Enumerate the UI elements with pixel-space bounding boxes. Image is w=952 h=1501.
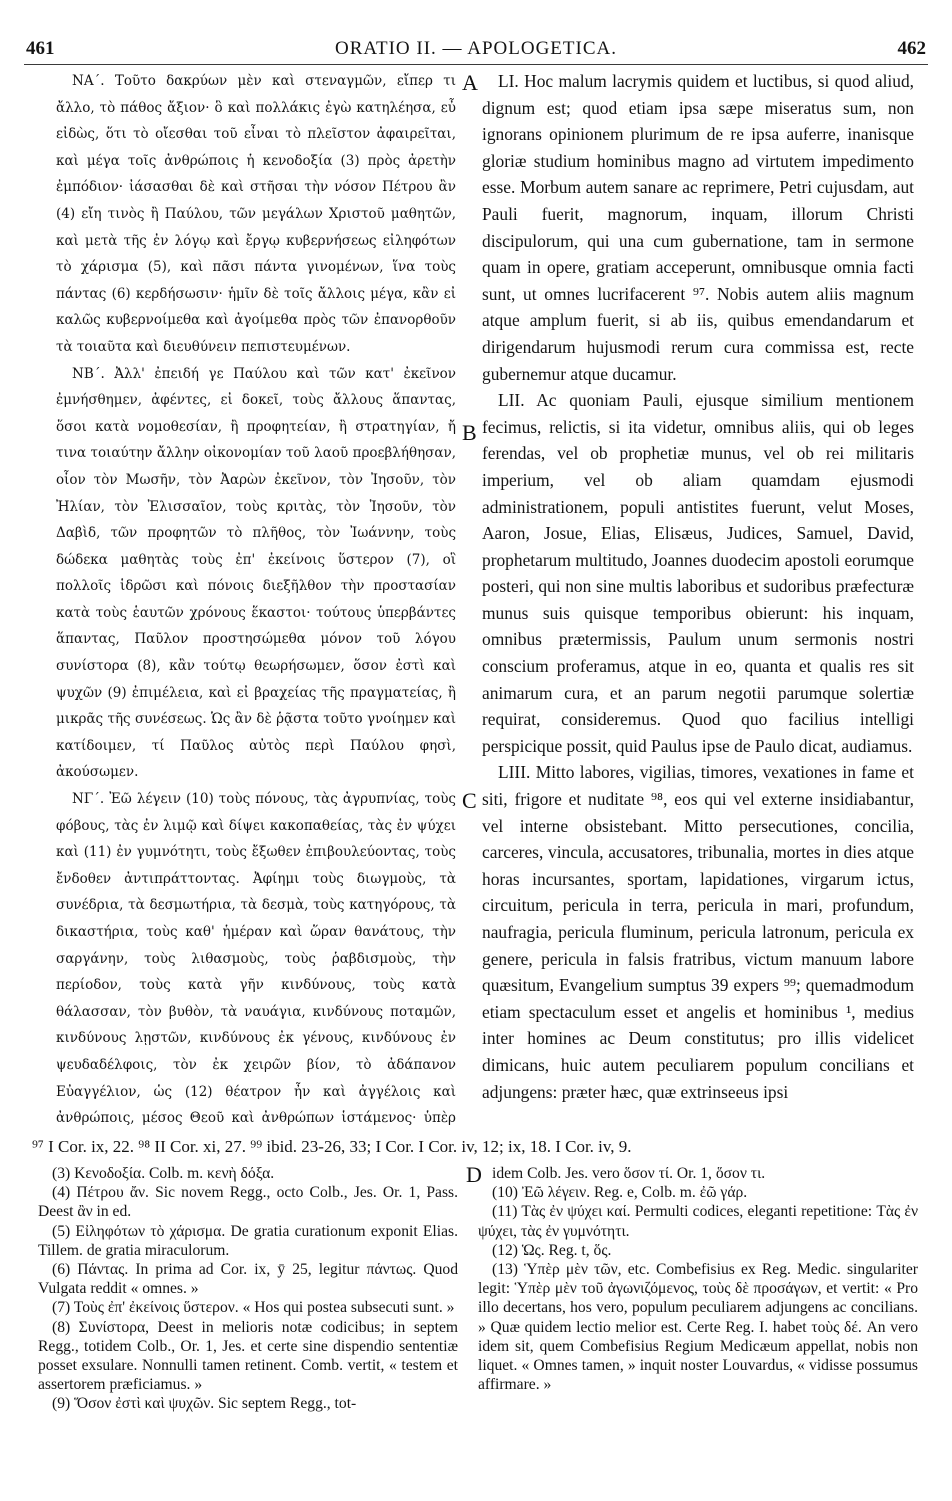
greek-paragraph-51: ΝΑ΄. Τοῦτο δακρύων μὲν καὶ στεναγμῶν, εἴπερ τι ἄλλο, τὸ πάθος ἄξιον· ὃ καὶ πολλάκις ἐγὼ κατηλέησα, εὖ εἰδὼς, ὅτι τὸ οἴεσθαι τοῦ εἶναι τὸ πλεῖστον ἀφαιρεῖται, καὶ μέγα τοῖς ἀνθρώποις ἡ κενοδοξία (3) πρὸς ἀρετὴν ἐμπόδιον· ἰάσασθαι δὲ καὶ στῆσαι τὴν νόσον Πέτρου ἂν (4) εἴη τινὸς ἢ Παύλου, τῶν μεγάλων Χριστοῦ μαθητῶν, καὶ μετὰ τῆς ἐν λόγῳ καὶ ἔργῳ κυβερνήσεως εἰληφότων τὸ χάρισμα (5), καὶ πᾶσι πάντα γινομένων, ἵνα τοὺς πάντας (6) κερδήσωσιν· ἡμῖν δὲ τοῖς ἄλλοις μέγα, κἂν εἰ καλῶς κυβερνοίμεθα καὶ ἀγοίμεθα πρὸς τῶν ἐπανορθοῦν τὰ τοιαῦτα καὶ διευθύνειν πεπιστευμένων. [56, 73, 456, 355]
scripture-footnotes: ⁹⁷ I Cor. ix, 22. ⁹⁸ II Cor. xi, 27. ⁹⁹ ibid. 23-26, 33; I Cor. I Cor. iv, 12; ix, 18. I Cor. iv, 9. [32, 1137, 632, 1156]
greek-paragraph-53: ΝΓ΄. Ἐῶ λέγειν (10) τοὺς πόνους, τὰς ἀγρυπνίας, τοὺς φόβους, τὰς ἐν λιμῷ καὶ δίψει κακοπαθείας, τὰς ἐν ψύχει καὶ (11) ἐν γυμνότητι, τοὺς ἔξωθεν ἐπιβουλεύοντας, τοὺς ἔνδοθεν ἀντιπράττοντας. Ἀφίημι τοὺς διωγμοὺς, τὰ συνέδρια, τὰ δεσμωτήρια, τὰ δεσμὰ, τοὺς κατηγόρους, τὰ δικαστήρια, τοὺς καθ' ἡμέραν καὶ ὥραν θανάτους, τὴν σαργάνην, τοὺς λιθασμοὺς, τοὺς ῥαβδισμοὺς, τὴν περίοδον, τοὺς κατὰ γῆν κινδύνους, τοὺς κατὰ θάλασσαν, τὸν βυθὸν, τὰ ναυάγια, κινδύνους ποταμῶν, κινδύνους λῃστῶν, κινδύνους ἐκ γένους, κινδύνους ἐν ψευδαδέλφοις, τὸν ἐκ χειρῶν βίον, τὸ ἀδάπανον Εὐαγγέλιον, ὡς (12) θέατρον ἦν καὶ ἀγγέλοις καὶ ἀνθρώποις, μέσος Θεοῦ καὶ ἀνθρώπων ἱστάμενος· ὑπὲρ [56, 791, 456, 1127]
variant-notes-right [478, 1164, 918, 1484]
margin-letter-c: C [462, 788, 477, 813]
variant-note: (6) Πάντας. In prima ad Cor. ix, ȳ 25, legitur πάντως. Quod Vulgata reddit « omnes. » [38, 1261, 458, 1298]
margin-letter-b: B [462, 420, 477, 445]
latin-column [482, 68, 914, 1133]
variant-note: (12) Ὡς. Reg. t, ὅς. [492, 1241, 612, 1259]
margin-letter-a: A [462, 70, 478, 95]
page-number-right: 462 [897, 38, 926, 59]
latin-paragraph-51: LI. Hoc malum lacrymis quidem et luctibus, si quod aliud, dignum est; quod etiam ipsa sæpe miseratus sum, non ignorans opinionem plurimum de re ipsa auferre, inanisque gloriæ studium hominibus magno ad virtutem impedimento esse. Morbum autem sanare ac reprimere, Petri cujusdam, aut Pauli fuerit, magnorum, inquam, illorum Christi discipulorum, qui una cum gubernatione, tam in sermone quam in opere, gratiam acceperunt, omnibusque omnia facti sunt, ut omnes lucrifacerent ⁹⁷. Nobis autem aliis magnum atque amplum fuerit, si ab iis, quibus emendandarum et dirigendarum hujusmodi rerum cura commissa est, recte gubernemur atque ducamur. [482, 71, 914, 384]
variant-note: idem Colb. Jes. vero ὅσον τί. Or. 1, ὅσον τι. [492, 1165, 766, 1182]
latin-paragraph-53: LIII. Mitto labores, vigilias, timores, vexationes in fame et siti, frigore et nuditate ⁹⁸, eos qui vel externe insidiabantur, vel interne obsistebant. Mitto persecutiones, concilia, carceres, vincula, accusatores, tribunalia, mortes in dies atque horas incursantes, sportam, lapidationes, virgarum ictus, circuitum, pericula in terra, pericula in mari, profundum, naufragia, pericula fluminum, pericula latronum, pericula ex genere, pericula in falsis fratribus, victum manuum labore quæsitum, Evangelium sumptus 39 expers ⁹⁹; quemadmodum etiam spectaculum esset et angelis et hominibus ¹, medius inter homines ac Deum constitutus; pro illis videlicet dimicans, huic autem peculiarem populum concilians et adjungens: præter hæc, quæ extrinseeus ipsi [482, 762, 914, 1102]
variant-note: (8) Συνίστορα, Deest in melioris notæ codicibus; in septem Regg., totidem Colb., Or. 1, Jes. et certe sine dispendio sententiæ posset exsulare. Nonnulli tamen retinent. Comb. vertit, « testem et assertorem præficiamus. » [38, 1318, 458, 1394]
latin-paragraph-52: LII. Ac quoniam Pauli, ejusque similium mentionem fecimus, relictis, si ita videtur, omnibus aliis, qui ob leges ferendas, vel ob prophetiæ munus, vel ob rei militaris imperium, vel ob aliam quamdam ejusmodi administrationem, populi antistites fuerunt, velut Moses, Aaron, Josue, Elias, Elisæus, Judices, Samuel, David, prophetarum multitudo, Joannes duodecim apostoli eorumque posteri, qui non sine multis laboribus et sudoribus præfecturæ munus suis quisque temporibus obierunt: his inquam, omnibus prætermissis, Paulum unum sermonis nostri conscium proferamus, atque in eo, quanta et qualis res sit animarum cura, et an parum negotii parumque solertiæ requirat, consideremus. Quod quo facilius intelligi perspicique possit, quid Paulus ipse de Paulo dicat, audiamus. [482, 390, 914, 756]
variant-note: (13) Ὑπὲρ μὲν τῶν, etc. Combefisius ex Reg. Medic. singulariter legit: Ὑπὲρ μὲν τοῦ ἀγωνιζόμενος, τοὺς δὲ προσάγων, et vertit: « Pro illo decertans, hos vero, populum peculiarem adjungens ac concilians. » Quæ quidem lectio melior est. Certe Reg. I. habet τοὺς δέ. An vero idem sit, quem Combefisius Regium Medicæum appellat, nobis non liquet. « Omnes tamen, » inquit noster Louvardus, « vidisse possumus affirmare. » [478, 1261, 918, 1394]
variant-note: (7) Τοὺς ἐπ' ἐκείνοις ὕστερον. « Hos qui postea subsecuti sunt. » [52, 1299, 455, 1317]
page-number-left: 461 [26, 38, 55, 59]
running-title: ORATIO II. — APOLOGETICA. [334, 38, 617, 59]
variant-notes-left [38, 1164, 458, 1484]
variant-note: (5) Εἰληφότων τὸ χάρισμα. De gratia curationum exponit Elias. Tillem. de gratia miraculorum. [38, 1222, 458, 1259]
variant-note: (10) Ἐῶ λέγειν. Reg. e, Colb. m. ἐῶ γάρ. [492, 1184, 748, 1202]
greek-paragraph-52: ΝΒ΄. Ἀλλ' ἐπειδή γε Παύλου καὶ τῶν κατ' ἐκεῖνον ἐμνήσθημεν, ἀφέντες, εἰ δοκεῖ, τοὺς ἄλλους ἅπαντας, ὅσοι κατὰ νομοθεσίαν, ἢ προφητείαν, ἢ στρατηγίαν, ἤ τινα τοιαύτην ἄλλην οἰκονομίαν τοῦ λαοῦ προεβλήθησαν, οἷον τὸν Μωσῆν, τὸν Ἀαρὼν ἐκεῖνον, τὸν Ἰησοῦν, τὸν Ἠλίαν, τὸν Ἐλισσαῖον, τοὺς κριτὰς, τὸν Ἰησοῦν, τὸν Δαβὶδ, τῶν προφητῶν τὸ πλῆθος, τὸν Ἰωάννην, τοὺς δώδεκα μαθητὰς τοὺς ἐπ' ἐκείνοις ὕστερον (7), οἳ πολλοῖς ἱδρῶσι καὶ πόνοις διεξῆλθον τὴν προστασίαν κατὰ τοὺς ἑαυτῶν χρόνους ἕκαστοι· τούτους ὑπερβάντες ἅπαντας, Παῦλον προστησώμεθα μόνον τοῦ λόγου συνίστορα (8), κἂν τούτῳ θεωρήσωμεν, ὅσον ἐστὶ καὶ ψυχῶν (9) ἐπιμέλεια, καὶ εἰ βραχείας τῆς πραγματείας, ἢ μικρᾶς τῆς συνέσεως. Ὡς ἂν δὲ ῥᾷστα τοῦτο γνοίημεν καὶ κατίδοιμεν, τί Παῦλος αὐτὸς περὶ Παύλου φησὶ, ἀκούσωμεν. [56, 365, 456, 781]
variant-note: (4) Πέτρου ἄν. Sic novem Regg., octo Colb., Jes. Or. 1, Pass. Deest ἂν in ed. [38, 1184, 458, 1221]
variant-note: (11) Τὰς ἐν ψύχει καί. Permulti codices, eleganti repetitione: Τὰς ἐν ψύχει, τὰς ἐν γυμνότητι. [478, 1203, 918, 1240]
variant-note: (3) Κενοδοξία. Colb. m. κενὴ δόξα. [52, 1165, 275, 1182]
header-rule [24, 64, 928, 65]
variant-note: (9) Ὅσον ἐστὶ καὶ ψυχῶν. Sic septem Regg., tot- [52, 1395, 357, 1413]
greek-column [56, 68, 456, 1133]
margin-letter-d: D [466, 1162, 482, 1187]
